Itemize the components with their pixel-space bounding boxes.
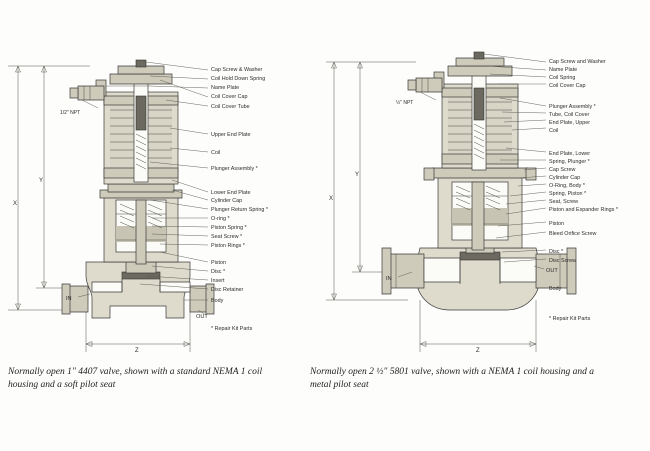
inlet-label-right: IN — [386, 276, 392, 282]
dimension-x-label-right: X — [329, 196, 334, 202]
callout-item: Bleed Orifice Screw — [549, 231, 597, 237]
valve-body-left — [62, 184, 214, 318]
figure-right-valve — [320, 0, 650, 360]
callout-item: Tube, Coil Cover — [549, 112, 590, 118]
outlet-label-right: OUT — [546, 268, 558, 274]
callout-item: Body — [549, 286, 562, 292]
callout-item: Piston and Expander Rings * — [549, 207, 618, 213]
callout-item: Name Plate — [549, 67, 578, 73]
callout-item: Cap Screw & Washer — [211, 67, 263, 73]
callout-item: Body — [211, 298, 224, 304]
callout-item: Lower End Plate — [211, 190, 251, 196]
callout-item: Seat Screw * — [211, 234, 243, 240]
callout-item: Plunger Assembly * — [211, 166, 258, 172]
valve-body-right — [382, 168, 579, 310]
callout-item: O-Ring, Body * — [549, 183, 585, 189]
callout-item: Disc * — [211, 269, 226, 275]
callout-item: Name Plate — [211, 85, 240, 91]
callout-item: Spring, Piston * — [549, 191, 587, 197]
dimension-z-label-left: Z — [135, 348, 139, 354]
callout-item: Disc Screw — [549, 258, 576, 264]
callout-item: Plunger Return Spring * — [211, 207, 268, 213]
callout-item: Coil Spring — [549, 75, 576, 81]
callout-item: Coil Cover Tube — [211, 104, 250, 110]
callout-item: Coil Cover Cap — [549, 83, 586, 89]
callout-item: Disc * — [549, 249, 564, 255]
callout-item: Piston — [549, 221, 564, 227]
figure-left-svg — [0, 0, 320, 360]
pipe-size-label-right: ½" NPT — [396, 100, 414, 106]
callout-item: End Plate, Upper — [549, 120, 591, 126]
callout-item: Coil — [211, 150, 221, 156]
outlet-label-left: OUT — [196, 314, 208, 320]
figure-left-valve — [0, 0, 320, 360]
solenoid-assembly-right — [408, 52, 518, 170]
dimension-z-label-right: Z — [476, 348, 480, 354]
callout-item: Piston — [211, 260, 226, 266]
callout-list-left — [211, 67, 269, 332]
callout-item: Cap Screw — [549, 167, 576, 173]
callout-item: Piston Spring * — [211, 225, 247, 231]
dimension-x-label-left: X — [13, 201, 18, 207]
callout-item: Disc Retainer — [211, 287, 244, 293]
callout-item: O-ring * — [211, 216, 230, 222]
callout-item: Spring, Plunger * — [549, 159, 590, 165]
callout-item: Insert — [211, 278, 225, 284]
dimension-y-label-left: Y — [39, 178, 44, 184]
figure-right-svg — [320, 0, 650, 360]
inlet-label-left: IN — [66, 296, 72, 302]
callout-item: Coil Cover Cap — [211, 94, 248, 100]
repair-kit-footnote: * Repair Kit Parts — [211, 326, 253, 332]
callout-item: Cylinder Cap — [211, 198, 243, 204]
caption-right: Normally open 2 ½" 5801 valve, shown with a NEMA 1 coil housing and a metal pilot seat — [310, 367, 595, 390]
solenoid-assembly-left — [70, 60, 178, 184]
callout-item: Coil Hold Down Spring — [211, 76, 266, 82]
pipe-size-label-left: 1/2" NPT — [60, 110, 81, 116]
dimension-y-label-right: Y — [355, 172, 360, 178]
caption-left: Normally open 1" 4407 valve, shown with a standard NEMA 1 coil housing and a soft pilot seat — [8, 367, 263, 390]
callout-item: Cap Screw and Washer — [549, 59, 606, 65]
callout-item: Seat, Screw — [549, 199, 579, 205]
callout-item: Plunger Assembly * — [549, 104, 596, 110]
callout-item: Coil — [549, 128, 559, 134]
repair-kit-footnote: * Repair Kit Parts — [549, 316, 591, 322]
callout-item: End Plate, Lower — [549, 151, 591, 157]
callout-item: Piston Rings * — [211, 243, 245, 249]
callout-item: Cylinder Cap — [549, 175, 581, 181]
callout-item: Upper End Plate — [211, 132, 251, 138]
